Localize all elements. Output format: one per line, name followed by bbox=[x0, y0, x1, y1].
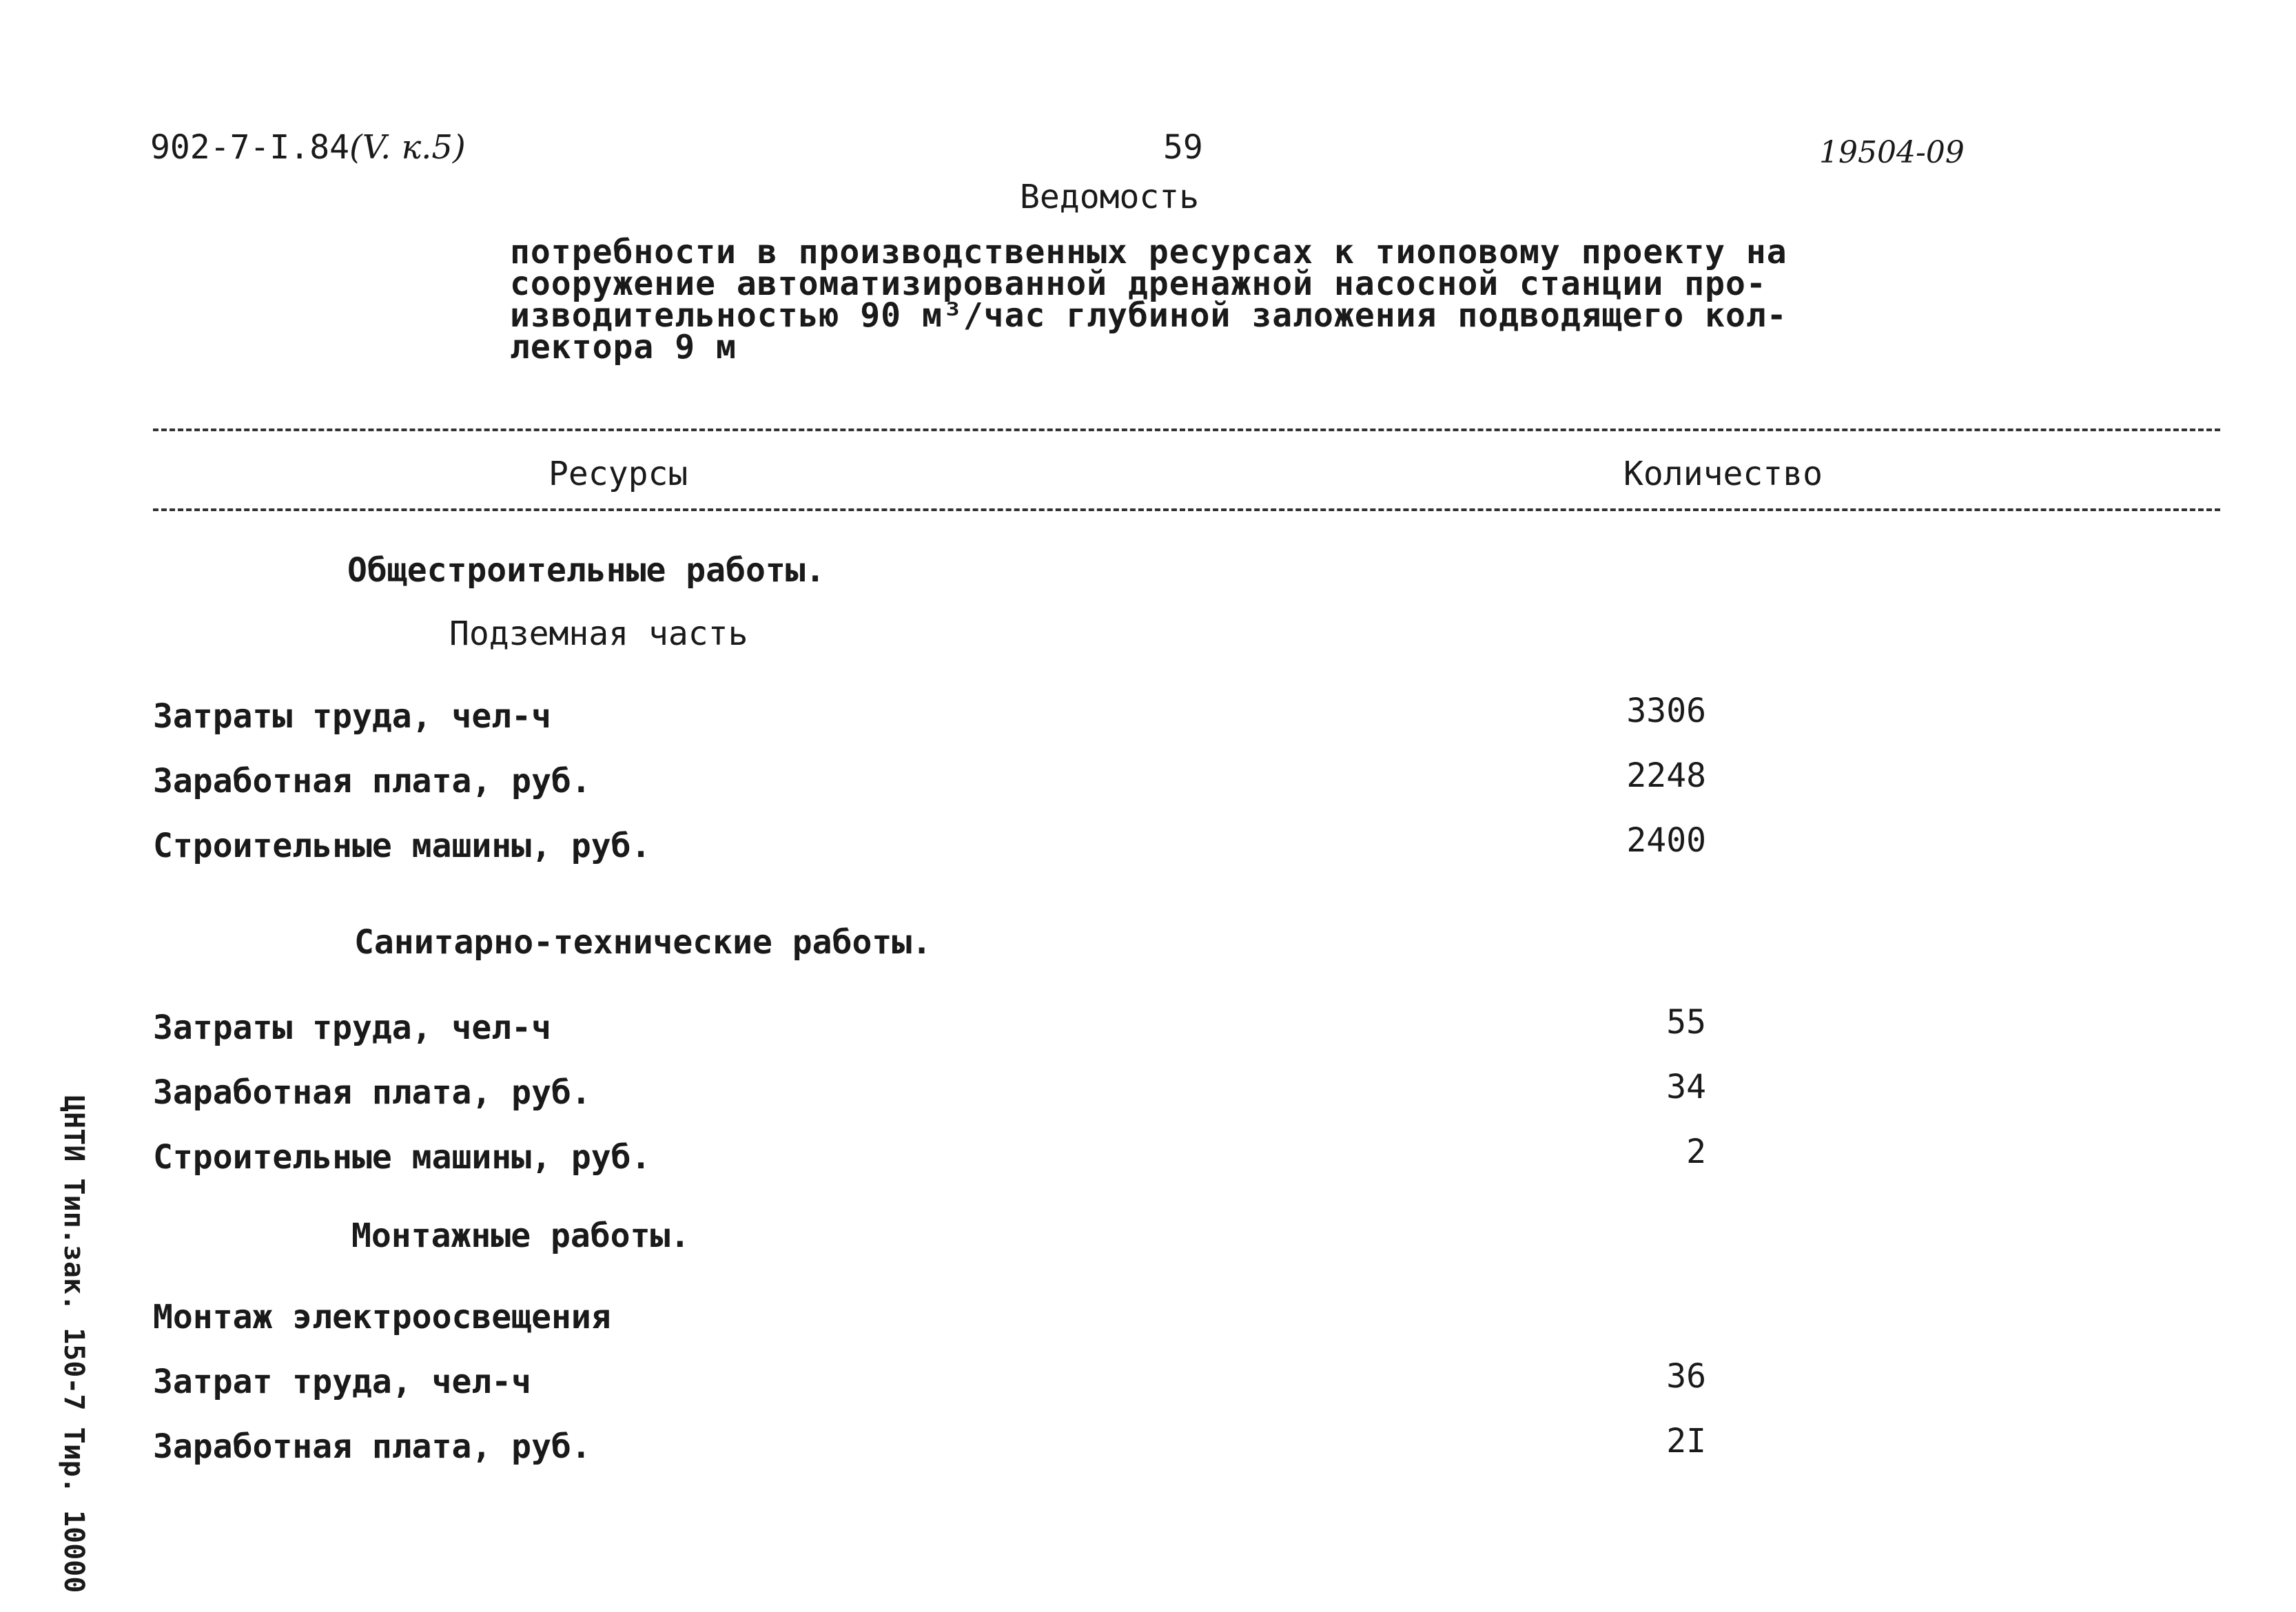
subtitle-line: изводительностью 90 м³/час глубиной заложения подводящего кол- bbox=[510, 296, 1787, 335]
row-label: Строительные машины, руб. bbox=[153, 1138, 651, 1177]
row-label: Затраты труда, чел-ч bbox=[153, 1009, 551, 1047]
subtitle-line: лектора 9 м bbox=[510, 328, 737, 366]
row-label: Строительные машины, руб. bbox=[153, 827, 651, 865]
section-subheading: Подземная часть bbox=[449, 614, 748, 653]
column-header-resources: Ресурсы bbox=[549, 455, 688, 493]
handwritten-annotation: (V. к.5) bbox=[349, 128, 466, 167]
section-heading: Монтажные работы. bbox=[351, 1217, 690, 1255]
column-header-quantity: Количество bbox=[1623, 455, 1823, 493]
table-divider-bottom bbox=[153, 508, 2220, 511]
row-label: Заработная плата, руб. bbox=[153, 1427, 591, 1466]
section-heading: Санитарно-технические работы. bbox=[354, 923, 932, 962]
row-label: Заработная плата, руб. bbox=[153, 762, 591, 800]
subtitle-line: сооружение автоматизированной дренажной насосной станции про- bbox=[510, 265, 1767, 303]
row-value: 2400 bbox=[1626, 821, 1706, 860]
group-label: Монтаж электроосвещения bbox=[153, 1298, 611, 1336]
row-label: Заработная плата, руб. bbox=[153, 1073, 591, 1112]
page-number: 59 bbox=[1163, 128, 1203, 167]
section-heading: Общестроительные работы. bbox=[347, 551, 826, 590]
subtitle-line: потребности в производственных ресурсах к тиоповому проекту на bbox=[510, 233, 1787, 271]
row-label: Затраты труда, чел-ч bbox=[153, 697, 551, 736]
row-value: 2248 bbox=[1626, 756, 1706, 795]
row-value: 2I bbox=[1666, 1422, 1706, 1460]
row-value: 34 bbox=[1666, 1068, 1706, 1106]
row-value: 2 bbox=[1686, 1133, 1706, 1171]
document-code-text: 902-7-I.84 bbox=[150, 128, 349, 167]
document-title: Ведомость bbox=[1020, 178, 1200, 216]
table-divider-top bbox=[153, 428, 2220, 431]
document-number: 19504-09 bbox=[1819, 135, 1965, 170]
printing-stamp: ЦНТИ Тип.зак. 150-7 Тир. 10000 bbox=[58, 1095, 90, 1593]
row-value: 36 bbox=[1666, 1357, 1706, 1396]
row-label: Затрат труда, чел-ч bbox=[153, 1363, 532, 1401]
row-value: 55 bbox=[1666, 1003, 1706, 1042]
row-value: 3306 bbox=[1626, 692, 1706, 730]
document-code bbox=[150, 128, 466, 167]
